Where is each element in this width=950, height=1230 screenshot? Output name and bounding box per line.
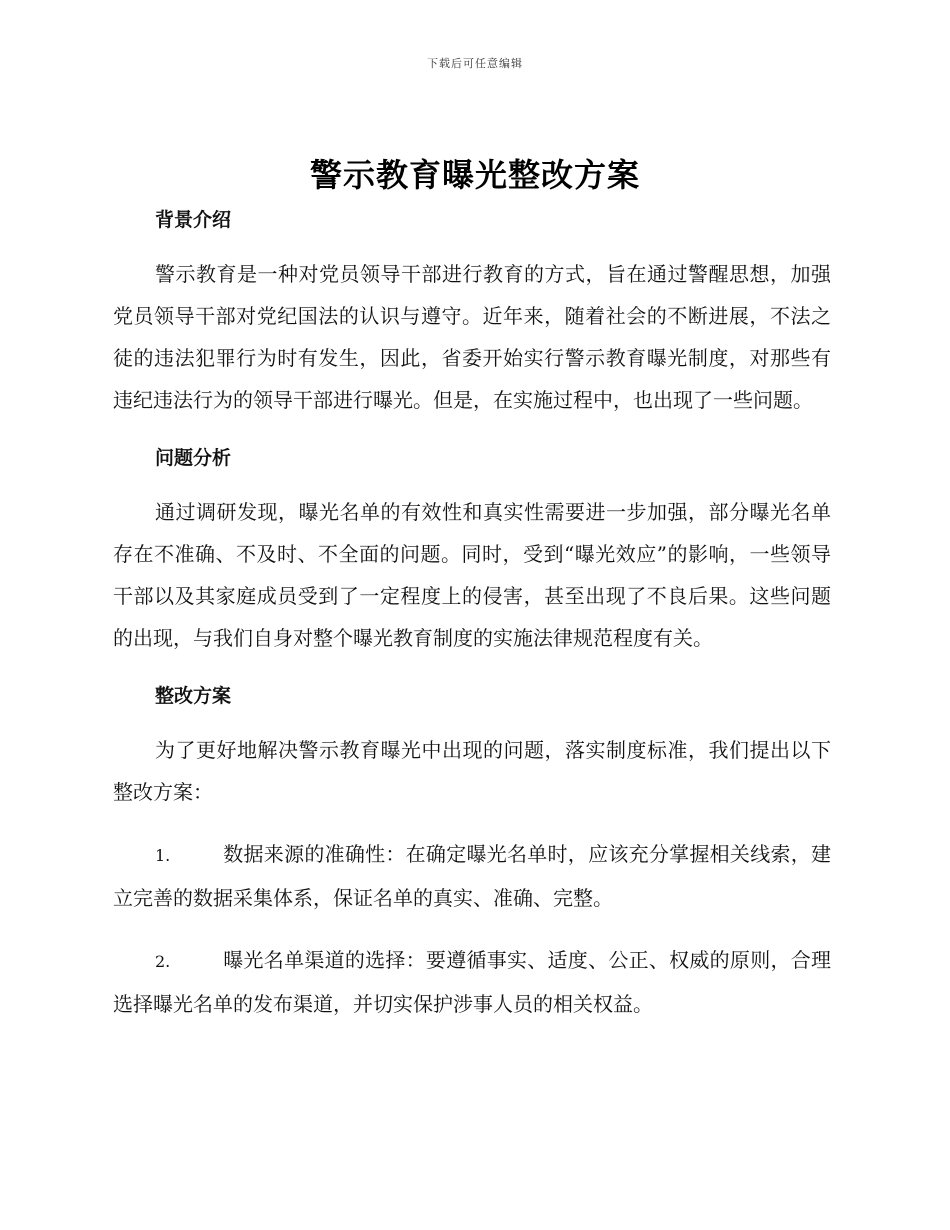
section-heading-plan: 整改方案 (155, 685, 232, 707)
list-item-text: 曝光名单渠道的选择：要遵循事实、适度、公正、权威的原则，合理选择曝光名单的发布渠道，并切实保护涉事人员的相关权益。 (113, 948, 831, 1016)
section-heading-background: 背景介绍 (155, 209, 232, 231)
paragraph-background: 警示教育是一种对党员领导干部进行教育的方式，旨在通过警醒思想，加强党员领导干部对党纪国法的认识与遵守。近年来，随着社会的不断进展，不法之徒的违法犯罪行为时有发生，因此，省委开始实行警示教育曝光制度，对那些有违纪违法行为的领导干部进行曝光。但是，在实施过程中，也出现了一些问题。 (113, 262, 831, 412)
list-item-text: 数据来源的准确性：在确定曝光名单时，应该充分掌握相关线索，建立完善的数据采集体系，保证名单的真实、准确、完整。 (113, 842, 831, 910)
list-item-number: 2. (155, 952, 171, 971)
paragraph-plan-intro: 为了更好地解决警示教育曝光中出现的问题，落实制度标准，我们提出以下整改方案： (113, 738, 831, 804)
document-title: 警示教育曝光整改方案 (309, 156, 640, 194)
list-item (113, 939, 831, 1025)
document-body (113, 205, 831, 1025)
list-item-number: 1. (155, 846, 171, 865)
list-item (113, 833, 831, 919)
section-heading-analysis: 问题分析 (155, 447, 232, 469)
page-header-note: 下载后可任意编辑 (427, 57, 523, 70)
paragraph-analysis: 通过调研发现，曝光名单的有效性和真实性需要进一步加强，部分曝光名单存在不准确、不及时、不全面的问题。同时，受到“曝光效应”的影响，一些领导干部以及其家庭成员受到了一定程度上的侵害，甚至出现了不良后果。这些问题的出现，与我们自身对整个曝光教育制度的实施法律规范程度有关。 (113, 500, 831, 650)
